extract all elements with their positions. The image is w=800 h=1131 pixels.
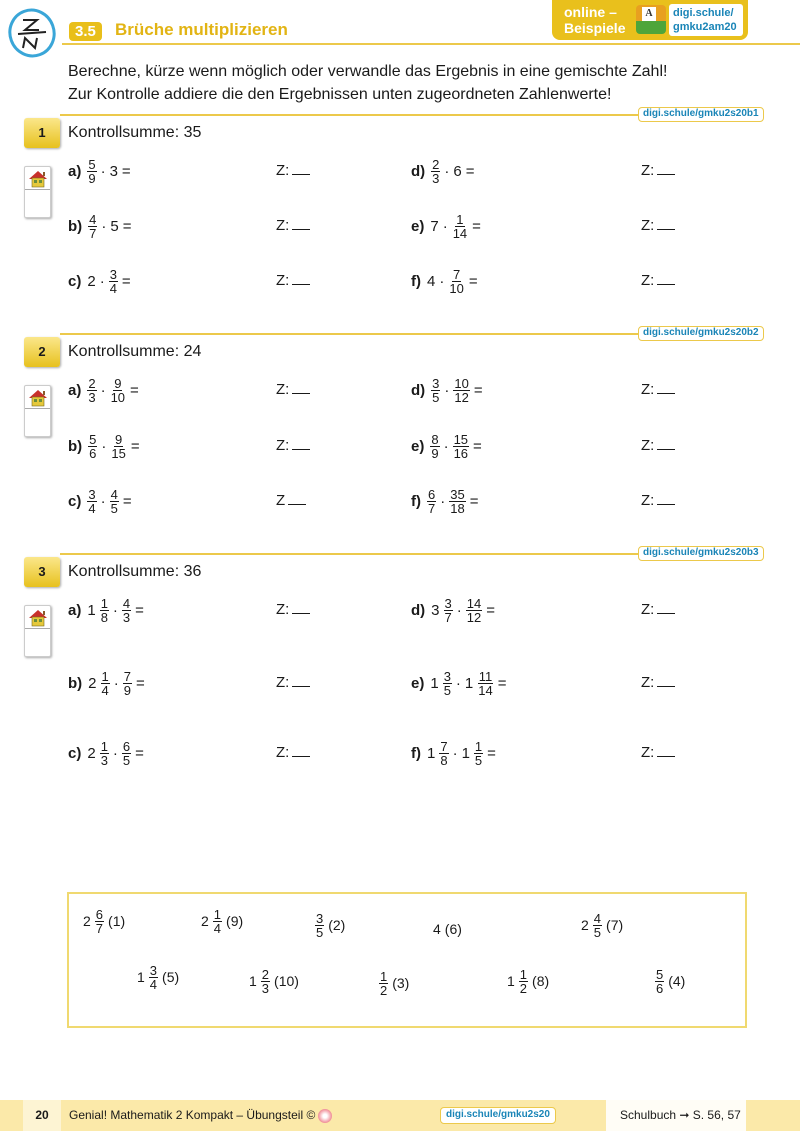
page-number: 20: [23, 1100, 61, 1131]
z-answer-field[interactable]: Z:: [276, 744, 310, 761]
zn-logo-icon: [6, 6, 58, 58]
task-e: [411, 666, 509, 700]
task-e: [411, 209, 483, 243]
answer-value: $\frac{5}{6}$ (4): [656, 966, 686, 996]
task-a: [68, 593, 146, 627]
task-label: a): [68, 381, 82, 399]
fraction: $\frac{11}{14}$: [478, 668, 493, 698]
task-label: b): [68, 437, 83, 455]
task-label: a): [68, 601, 82, 619]
z-answer-field[interactable]: Z:: [641, 437, 675, 454]
z-answer-field[interactable]: Z:: [276, 601, 310, 618]
task-label: f): [411, 492, 421, 510]
fraction: $\frac{14}{12}$: [466, 595, 482, 625]
fraction: $\frac{2}{3}$: [261, 966, 270, 996]
z-answer-field[interactable]: Z:: [641, 492, 675, 509]
task-expression: $\frac{6}{7}$ · $\frac{35}{18}$ =: [428, 486, 479, 516]
fraction: $\frac{3}{5}$: [443, 668, 451, 698]
homework-checkbox[interactable]: [24, 385, 51, 437]
house-icon: [28, 389, 48, 407]
fraction: $\frac{7}{10}$: [449, 266, 464, 296]
task-expression: $\frac{3}{5}$ · $\frac{10}{12}$ =: [432, 375, 483, 405]
answer-key-box: [67, 892, 747, 1028]
blank-line[interactable]: [292, 449, 310, 450]
app-icon: A: [636, 5, 666, 34]
task-expression: 2 · $\frac{3}{4}$ =: [87, 266, 131, 296]
blank-line[interactable]: [292, 229, 310, 230]
task-expression: 1 $\frac{1}{8}$ · $\frac{4}{3}$ =: [87, 595, 144, 625]
blank-line[interactable]: [657, 686, 675, 687]
task-c: [68, 264, 133, 298]
fraction: $\frac{2}{3}$: [88, 375, 96, 405]
task-label: f): [411, 744, 421, 762]
fraction: $\frac{35}{18}$: [450, 486, 465, 516]
schulbuch-reference-box: [606, 1100, 746, 1131]
task-d: [411, 373, 485, 407]
task-label: d): [411, 381, 426, 399]
fraction: $\frac{6}{5}$: [122, 738, 131, 768]
control-sum-heading: Kontrollsumme: 35: [68, 124, 202, 141]
answer-value: 1 $\frac{3}{4}$ (5): [137, 962, 180, 992]
task-label: a): [68, 162, 82, 180]
answer-value: $\frac{3}{5}$ (2): [316, 910, 346, 940]
control-sum-heading: Kontrollsumme: 36: [68, 563, 202, 580]
exercise-divider: [60, 553, 640, 555]
fraction: $\frac{1}{4}$: [101, 668, 109, 698]
task-label: d): [411, 162, 426, 180]
answer-value: 2 $\frac{6}{7}$ (1): [83, 906, 126, 936]
blank-line[interactable]: [657, 229, 675, 230]
fraction: $\frac{2}{3}$: [432, 156, 440, 186]
z-answer-field[interactable]: Z:: [641, 601, 675, 618]
control-sum-heading: Kontrollsumme: 24: [68, 343, 202, 360]
fraction: $\frac{9}{15}$: [111, 431, 126, 461]
z-answer-field[interactable]: Z:: [641, 217, 675, 234]
task-b: [68, 666, 147, 700]
task-expression: 2 $\frac{1}{4}$ · $\frac{7}{9}$ =: [88, 668, 145, 698]
fraction: $\frac{6}{7}$: [95, 906, 104, 936]
task-expression: $\frac{3}{4}$ · $\frac{4}{5}$ =: [88, 486, 132, 516]
task-expression: $\frac{2}{3}$ · 6 =: [432, 156, 475, 186]
blank-line[interactable]: [288, 504, 306, 505]
blank-line[interactable]: [657, 504, 675, 505]
task-e: [411, 429, 484, 463]
task-expression: $\frac{2}{3}$ · $\frac{9}{10}$ =: [88, 375, 139, 405]
task-label: c): [68, 272, 82, 290]
task-label: e): [411, 437, 425, 455]
fraction: $\frac{1}{14}$: [452, 211, 468, 241]
exercise-digi-link[interactable]: digi.schule/gmku2s20b3: [638, 546, 764, 561]
task-expression: $\frac{5}{6}$ · $\frac{9}{15}$ =: [89, 431, 140, 461]
exercise-number: 2: [24, 337, 60, 367]
title-divider: [62, 43, 800, 45]
task-label: e): [411, 217, 425, 235]
answer-value: 1 $\frac{2}{3}$ (10): [249, 966, 299, 996]
fraction: $\frac{1}{5}$: [474, 738, 483, 768]
fraction: $\frac{9}{10}$: [110, 375, 126, 405]
z-answer-field[interactable]: Z:: [276, 162, 310, 179]
fraction: $\frac{5}{6}$: [656, 966, 664, 996]
fraction: $\frac{4}{5}$: [110, 486, 118, 516]
task-b: [68, 209, 134, 243]
fraction: $\frac{3}{4}$: [149, 962, 158, 992]
blank-line[interactable]: [292, 284, 310, 285]
task-label: b): [68, 674, 83, 692]
task-label: f): [411, 272, 421, 290]
exercise-divider: [60, 114, 640, 116]
task-d: [411, 154, 477, 188]
task-f: [411, 484, 480, 518]
house-icon: [28, 170, 48, 188]
exercise-divider: [60, 333, 640, 335]
fraction: $\frac{7}{8}$: [440, 738, 448, 768]
task-expression: 4 · $\frac{7}{10}$ =: [427, 266, 478, 296]
blank-line[interactable]: [657, 613, 675, 614]
z-answer-field[interactable]: Z:: [276, 381, 310, 398]
section-number-badge: 3.5: [69, 22, 102, 41]
online-examples-box[interactable]: [552, 0, 748, 40]
divider: [25, 628, 50, 629]
fraction: $\frac{5}{6}$: [89, 431, 97, 461]
task-expression: 1 $\frac{3}{5}$ · 1 $\frac{11}{14}$ =: [430, 668, 507, 698]
fraction: $\frac{6}{7}$: [428, 486, 436, 516]
answer-value: 2 $\frac{4}{5}$ (7): [581, 910, 624, 940]
fraction: $\frac{3}{5}$: [316, 910, 324, 940]
exercise-digi-link[interactable]: digi.schule/gmku2s20b1: [638, 107, 764, 122]
z-answer-field[interactable]: Z:: [641, 162, 675, 179]
task-f: [411, 736, 498, 770]
fraction: $\frac{1}{4}$: [213, 906, 222, 936]
fraction: $\frac{3}{4}$: [109, 266, 117, 296]
instructions: Berechne, kürze wenn möglich oder verwandle das Ergebnis in eine gemischte Zahl! Zur Kontrolle addiere die den Ergebnissen unten zugeordneten Zahlenwerte!: [68, 63, 668, 103]
blank-line[interactable]: [657, 756, 675, 757]
divider: [25, 408, 50, 409]
task-expression: $\frac{5}{9}$ · 3 =: [88, 156, 131, 186]
homework-checkbox[interactable]: [24, 605, 51, 657]
seal-icon: [318, 1109, 332, 1123]
fraction: $\frac{8}{9}$: [431, 431, 439, 461]
exercise-number: 1: [24, 118, 60, 148]
task-f: [411, 264, 480, 298]
task-label: c): [68, 492, 82, 510]
fraction: $\frac{3}{7}$: [444, 595, 452, 625]
exercise-number: 3: [24, 557, 60, 587]
z-answer-field[interactable]: Z:: [641, 272, 675, 289]
z-answer-field[interactable]: Z:: [641, 381, 675, 398]
blank-line[interactable]: [292, 756, 310, 757]
page-title: Brüche multiplizieren: [115, 20, 288, 39]
task-d: [411, 593, 497, 627]
z-answer-field[interactable]: Z:: [276, 437, 310, 454]
fraction: $\frac{3}{5}$: [432, 375, 440, 405]
fraction: $\frac{4}{3}$: [122, 595, 131, 625]
online-examples-link[interactable]: digi.schule/ gmku2am20: [669, 4, 743, 36]
blank-line[interactable]: [292, 393, 310, 394]
z-answer-field[interactable]: Z: [276, 492, 306, 509]
z-answer-field[interactable]: Z:: [276, 217, 310, 234]
task-expression: $\frac{8}{9}$ · $\frac{15}{16}$ =: [431, 431, 482, 461]
exercise-digi-link[interactable]: digi.schule/gmku2s20b2: [638, 326, 764, 341]
schulbuch-reference: Schulbuch ➞ S. 56, 57: [620, 1108, 741, 1122]
online-label: online – Beispiele: [564, 4, 626, 36]
fraction: $\frac{3}{4}$: [88, 486, 96, 516]
z-answer-field[interactable]: Z:: [276, 272, 310, 289]
answer-value: 2 $\frac{1}{4}$ (9): [201, 906, 244, 936]
page-footer: [0, 1100, 800, 1131]
fraction: $\frac{15}{16}$: [453, 431, 469, 461]
task-label: e): [411, 674, 425, 692]
fraction: $\frac{1}{2}$: [519, 966, 528, 996]
fraction: $\frac{1}{8}$: [100, 595, 108, 625]
blank-line[interactable]: [657, 174, 675, 175]
blank-line[interactable]: [292, 174, 310, 175]
homework-checkbox[interactable]: [24, 166, 51, 218]
book-title: Genial! Mathematik 2 Kompakt – Übungsteil ©: [69, 1108, 332, 1123]
fraction: $\frac{4}{5}$: [593, 910, 602, 940]
task-b: [68, 429, 142, 463]
blank-line[interactable]: [657, 393, 675, 394]
blank-line[interactable]: [657, 284, 675, 285]
fraction: $\frac{7}{9}$: [123, 668, 131, 698]
task-a: [68, 154, 133, 188]
task-expression: 2 $\frac{1}{3}$ · $\frac{6}{5}$ =: [87, 738, 144, 768]
task-label: c): [68, 744, 82, 762]
z-answer-field[interactable]: Z:: [641, 674, 675, 691]
fraction: $\frac{1}{2}$: [380, 968, 388, 998]
task-expression: 1 $\frac{7}{8}$ · 1 $\frac{1}{5}$ =: [427, 738, 496, 768]
z-answer-field[interactable]: Z:: [641, 744, 675, 761]
task-a: [68, 373, 141, 407]
answer-value: 4 (6): [433, 921, 462, 937]
fraction: $\frac{5}{9}$: [88, 156, 96, 186]
blank-line[interactable]: [292, 686, 310, 687]
answer-value: $\frac{1}{2}$ (3): [380, 968, 410, 998]
task-c: [68, 484, 134, 518]
task-expression: 3 $\frac{3}{7}$ · $\frac{14}{12}$ =: [431, 595, 495, 625]
answer-value: 1 $\frac{1}{2}$ (8): [507, 966, 550, 996]
task-c: [68, 736, 146, 770]
blank-line[interactable]: [657, 449, 675, 450]
task-label: d): [411, 601, 426, 619]
fraction: $\frac{10}{12}$: [454, 375, 469, 405]
blank-line[interactable]: [292, 613, 310, 614]
task-expression: 7 · $\frac{1}{14}$ =: [430, 211, 481, 241]
house-icon: [28, 609, 48, 627]
footer-digi-link[interactable]: digi.schule/gmku2s20: [440, 1107, 556, 1124]
fraction: $\frac{1}{3}$: [100, 738, 108, 768]
z-answer-field[interactable]: Z:: [276, 674, 310, 691]
task-label: b): [68, 217, 83, 235]
fraction: $\frac{4}{7}$: [89, 211, 97, 241]
task-expression: $\frac{4}{7}$ · 5 =: [89, 211, 132, 241]
divider: [25, 189, 50, 190]
